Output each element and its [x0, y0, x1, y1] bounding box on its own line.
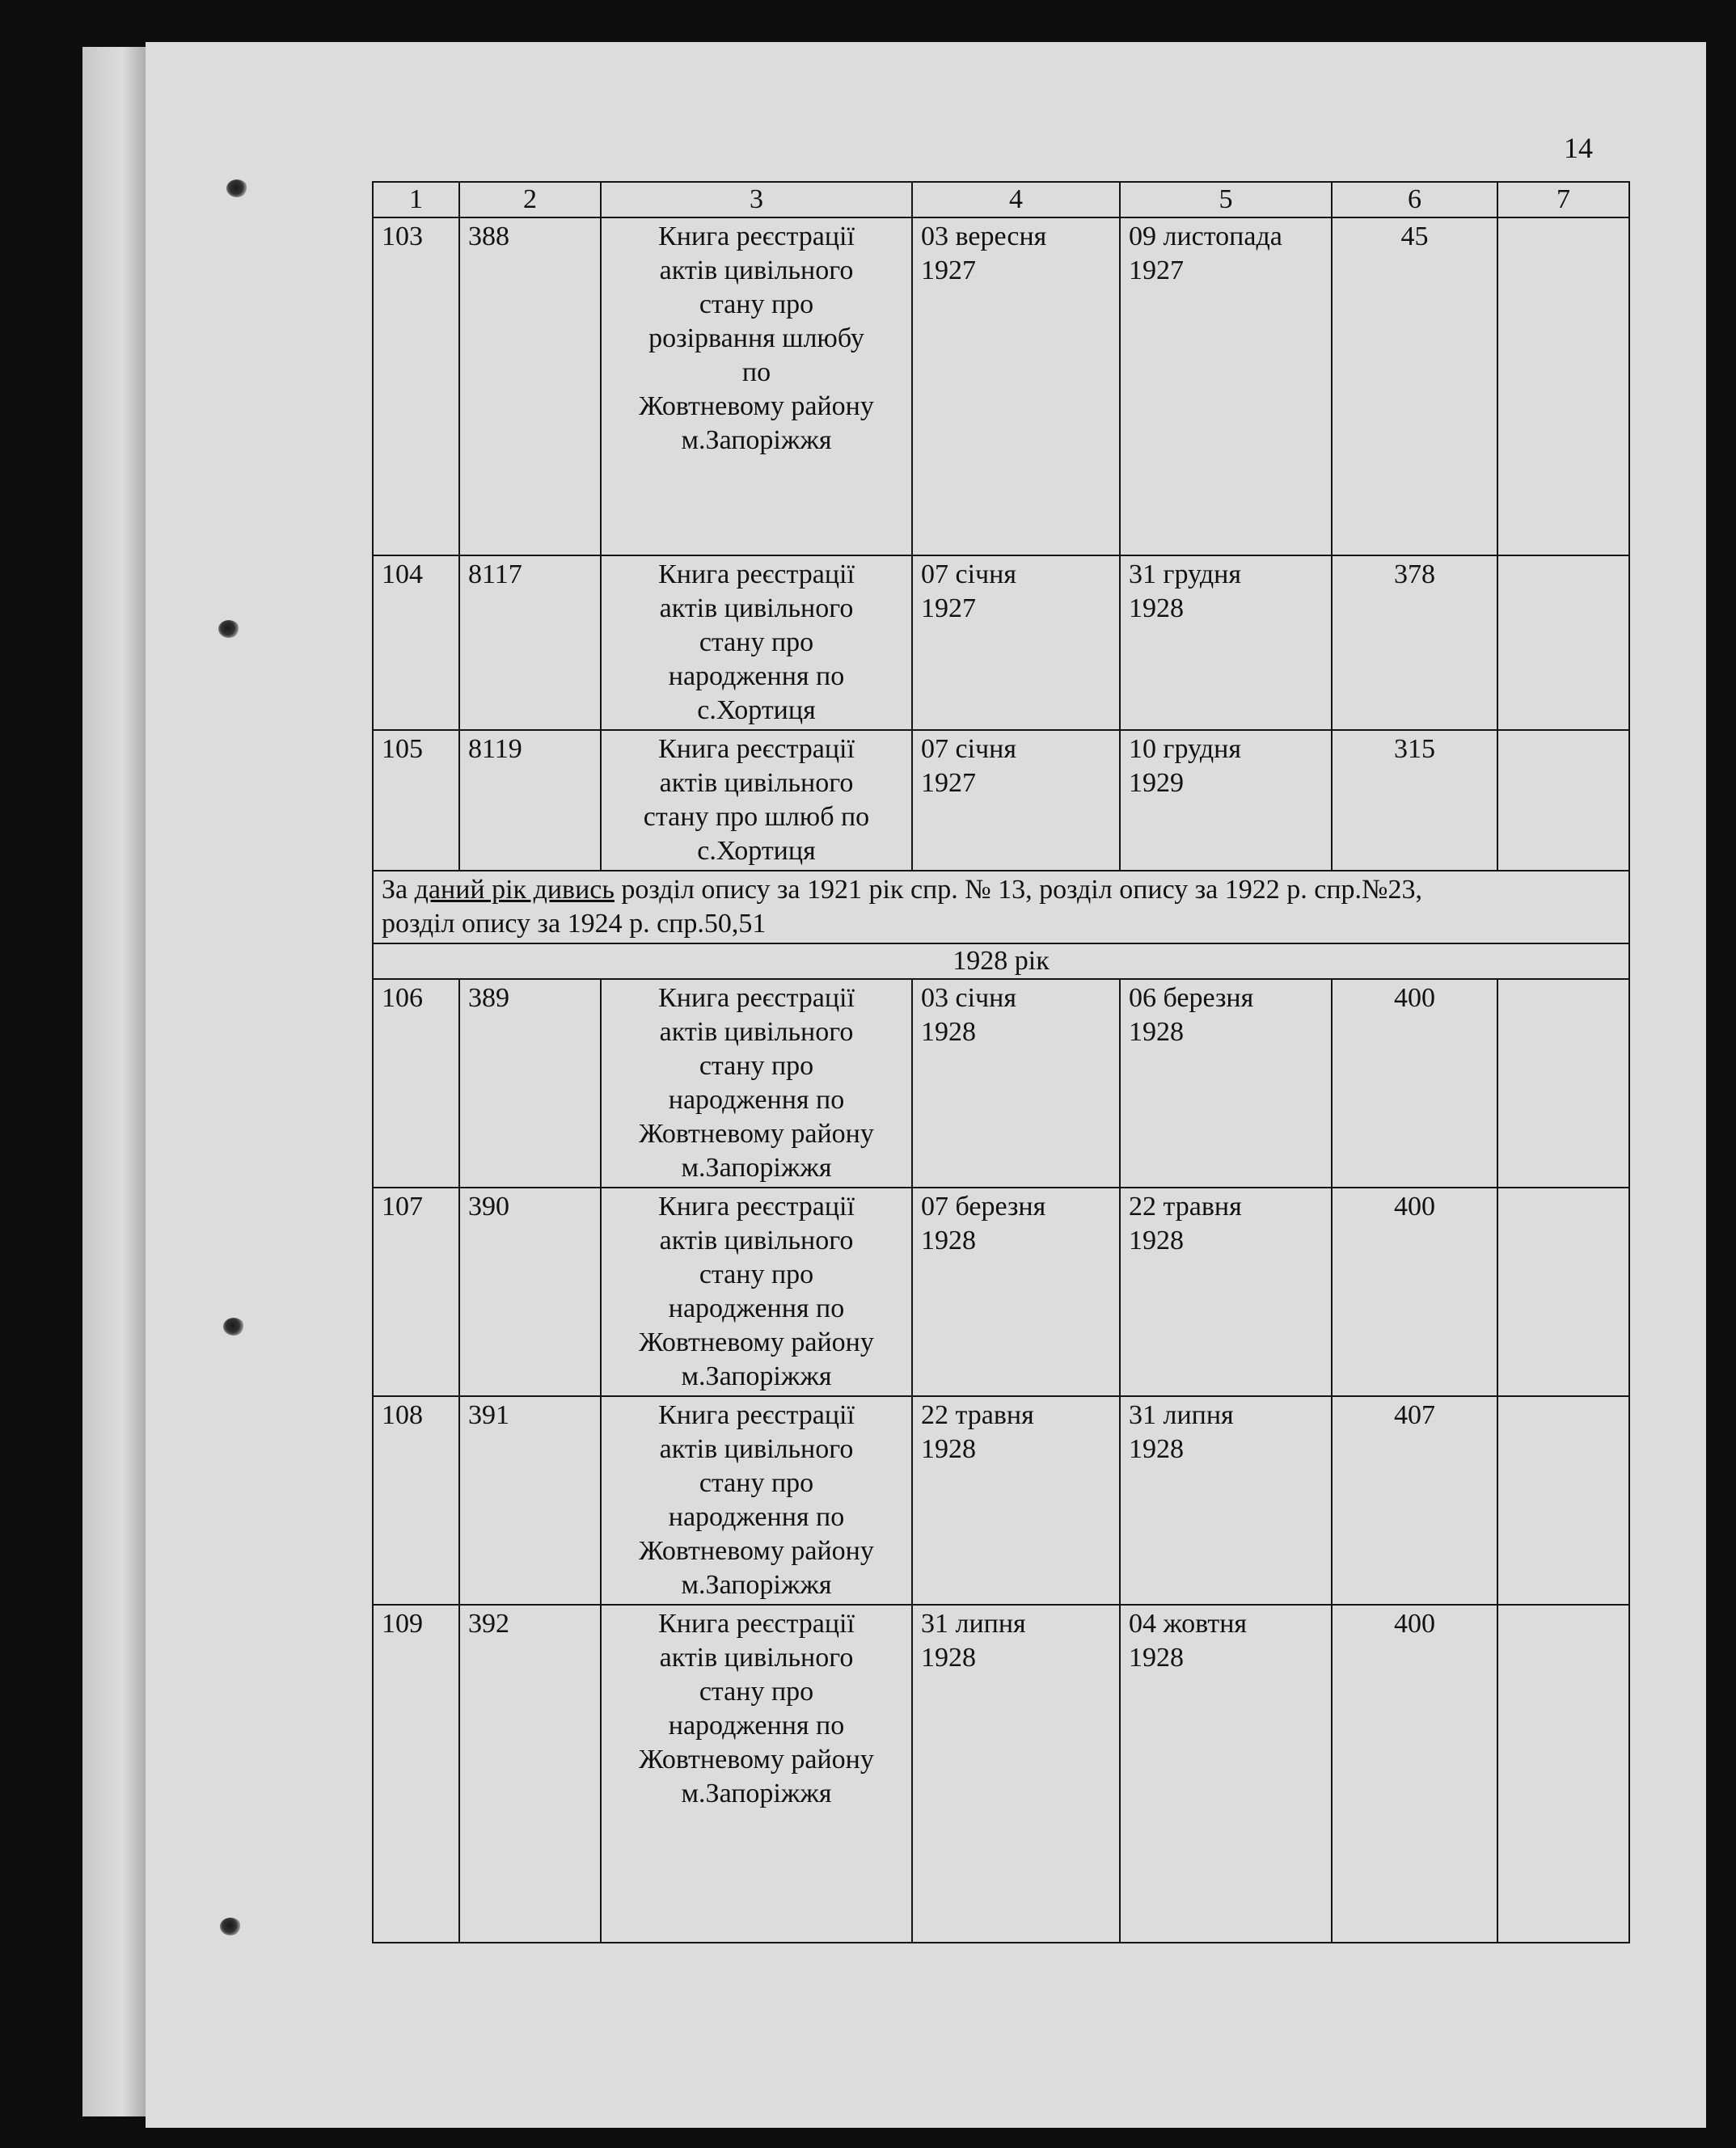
- end-date-line: 1928: [1129, 1226, 1184, 1255]
- end-date-line: 10 грудня: [1129, 734, 1241, 764]
- case-title-line: м.Запоріжжя: [681, 1153, 832, 1183]
- case-title-line: стану про: [699, 1260, 814, 1289]
- end-date-line: 31 грудня: [1129, 559, 1241, 589]
- note-text: розділ опису за 1921 рік спр. № 13, розділ опису за 1922 р. спр.№23,: [614, 875, 1422, 905]
- start-date: [912, 555, 1120, 730]
- case-title-line: стану про: [699, 289, 814, 319]
- start-date-line: 03 січня: [921, 983, 1016, 1013]
- start-date: [912, 1605, 1120, 1943]
- note-prefix: За: [382, 875, 408, 905]
- end-date: [1120, 1396, 1332, 1605]
- note-text-line-2: розділ опису за 1924 р. спр.50,51: [382, 909, 767, 939]
- start-date-line: 1927: [921, 593, 976, 623]
- case-number: 8117: [459, 555, 601, 730]
- case-title-line: Книга реєстрації: [658, 1192, 855, 1222]
- case-title: [601, 730, 912, 871]
- remarks: [1497, 217, 1629, 555]
- end-date-line: 06 березня: [1129, 983, 1254, 1013]
- case-title-line: Книга реєстрації: [658, 983, 855, 1013]
- note-section: [373, 871, 1629, 979]
- page-number: 14: [1564, 132, 1593, 164]
- start-date-line: 22 травня: [921, 1400, 1034, 1430]
- case-title-line: Жовтневому району: [639, 391, 874, 421]
- case-title: [601, 979, 912, 1188]
- end-date: [1120, 1605, 1332, 1943]
- start-date: [912, 1396, 1120, 1605]
- remarks: [1497, 1396, 1629, 1605]
- case-title-line: народження по: [668, 1711, 845, 1741]
- case-title-line: стану про: [699, 1468, 814, 1498]
- column-number-7: 7: [1497, 182, 1629, 217]
- remarks: [1497, 1605, 1629, 1943]
- case-number: 390: [459, 1188, 601, 1396]
- table-row: [373, 1396, 1629, 1605]
- end-date-line: 09 листопада: [1129, 222, 1282, 251]
- item-number: 107: [373, 1188, 459, 1396]
- end-date-line: 1929: [1129, 768, 1184, 798]
- end-date-line: 31 липня: [1129, 1400, 1234, 1430]
- case-title-line: м.Запоріжжя: [681, 1779, 832, 1808]
- start-date-line: 1927: [921, 768, 976, 798]
- remarks: [1497, 1188, 1629, 1396]
- column-number-4: 4: [912, 182, 1120, 217]
- case-title: [601, 1605, 912, 1943]
- case-title-line: народження по: [668, 661, 845, 691]
- case-title-line: с.Хортиця: [697, 695, 816, 725]
- note-row: [373, 871, 1629, 943]
- case-title-line: стану про: [699, 627, 814, 657]
- start-date-line: 1927: [921, 255, 976, 285]
- case-number: 388: [459, 217, 601, 555]
- start-date: [912, 1188, 1120, 1396]
- end-date: [1120, 217, 1332, 555]
- binder-hole-mark: [220, 1918, 241, 1935]
- sheet-count: 45: [1332, 217, 1497, 555]
- end-date-line: 1928: [1129, 593, 1184, 623]
- case-title-line: актів цивільного: [659, 255, 854, 285]
- case-title-line: актів цивільного: [659, 593, 854, 623]
- case-title-line: Жовтневому району: [639, 1536, 874, 1566]
- start-date-line: 1928: [921, 1643, 976, 1673]
- item-number: 106: [373, 979, 459, 1188]
- start-date: [912, 217, 1120, 555]
- binder-hole-mark: [226, 179, 247, 197]
- case-title-line: м.Запоріжжя: [681, 1570, 832, 1600]
- column-number-6: 6: [1332, 182, 1497, 217]
- remarks: [1497, 555, 1629, 730]
- table-row: [373, 730, 1629, 871]
- case-title-line: Книга реєстрації: [658, 1609, 855, 1639]
- underlying-sheet-edge: [82, 47, 155, 2116]
- case-title-line: Книга реєстрації: [658, 1400, 855, 1430]
- start-date-line: 03 вересня: [921, 222, 1047, 251]
- sheet-count: 315: [1332, 730, 1497, 871]
- binder-hole-mark: [218, 620, 239, 638]
- remarks: [1497, 730, 1629, 871]
- sheet-count: 407: [1332, 1396, 1497, 1605]
- table-header: [373, 182, 1629, 217]
- case-title-line: Книга реєстрації: [658, 734, 855, 764]
- column-number-1: 1: [373, 182, 459, 217]
- case-title-line: актів цивільного: [659, 768, 854, 798]
- start-date-line: 1928: [921, 1017, 976, 1047]
- sheet-count: 400: [1332, 979, 1497, 1188]
- end-date-line: 22 травня: [1129, 1192, 1242, 1222]
- case-number: 391: [459, 1396, 601, 1605]
- item-number: 105: [373, 730, 459, 871]
- item-number: 103: [373, 217, 459, 555]
- start-date-line: 1928: [921, 1226, 976, 1255]
- remarks: [1497, 979, 1629, 1188]
- case-title: [601, 555, 912, 730]
- rows-1927: [373, 217, 1629, 871]
- case-title-line: народження по: [668, 1085, 845, 1115]
- end-date: [1120, 1188, 1332, 1396]
- year-heading-row: [373, 943, 1629, 979]
- sheet-count: 400: [1332, 1605, 1497, 1943]
- case-title-line: актів цивільного: [659, 1434, 854, 1464]
- start-date: [912, 979, 1120, 1188]
- end-date: [1120, 979, 1332, 1188]
- inventory-table: [372, 181, 1630, 1943]
- start-date-line: 07 березня: [921, 1192, 1046, 1222]
- start-date-line: 31 липня: [921, 1609, 1026, 1639]
- case-title-line: народження по: [668, 1502, 845, 1532]
- case-title-line: народження по: [668, 1293, 845, 1323]
- item-number: 104: [373, 555, 459, 730]
- start-date: [912, 730, 1120, 871]
- see-also-note: [373, 871, 1629, 943]
- case-title-line: Жовтневому району: [639, 1745, 874, 1775]
- column-number-2: 2: [459, 182, 601, 217]
- case-title-line: актів цивільного: [659, 1226, 854, 1255]
- case-title-line: Книга реєстрації: [658, 559, 855, 589]
- case-title: [601, 1188, 912, 1396]
- rows-1928: [373, 979, 1629, 1943]
- item-number: 109: [373, 1605, 459, 1943]
- case-title-line: стану про шлюб по: [643, 802, 870, 832]
- case-title-line: стану про: [699, 1051, 814, 1081]
- end-date-line: 1928: [1129, 1643, 1184, 1673]
- end-date: [1120, 730, 1332, 871]
- start-date-line: 07 січня: [921, 559, 1016, 589]
- case-title: [601, 217, 912, 555]
- binder-hole-mark: [223, 1318, 244, 1336]
- case-number: 392: [459, 1605, 601, 1943]
- sheet-count: 378: [1332, 555, 1497, 730]
- end-date-line: 1927: [1129, 255, 1184, 285]
- case-title-line: розірвання шлюбу: [648, 323, 864, 353]
- column-numbers-row: [373, 182, 1629, 217]
- end-date: [1120, 555, 1332, 730]
- table-row: [373, 555, 1629, 730]
- end-date-line: 1928: [1129, 1434, 1184, 1464]
- year-heading: 1928 рік: [373, 943, 1629, 979]
- table-row: [373, 217, 1629, 555]
- note-underlined-text: даний рік дивись: [414, 875, 615, 905]
- case-title-line: по: [741, 357, 771, 387]
- start-date-line: 1928: [921, 1434, 976, 1464]
- item-number: 108: [373, 1396, 459, 1605]
- case-title-line: Жовтневому району: [639, 1119, 874, 1149]
- case-title-line: Жовтневому району: [639, 1327, 874, 1357]
- end-date-line: 04 жовтня: [1129, 1609, 1248, 1639]
- case-number: 389: [459, 979, 601, 1188]
- table-row: [373, 1605, 1629, 1943]
- start-date-line: 07 січня: [921, 734, 1016, 764]
- case-title-line: м.Запоріжжя: [681, 425, 832, 455]
- case-title-line: стану про: [699, 1677, 814, 1707]
- column-number-5: 5: [1120, 182, 1332, 217]
- table-row: [373, 979, 1629, 1188]
- column-number-3: 3: [601, 182, 912, 217]
- end-date-line: 1928: [1129, 1017, 1184, 1047]
- case-number: 8119: [459, 730, 601, 871]
- case-title-line: м.Запоріжжя: [681, 1361, 832, 1391]
- case-title: [601, 1396, 912, 1605]
- case-title-line: актів цивільного: [659, 1643, 854, 1673]
- case-title-line: актів цивільного: [659, 1017, 854, 1047]
- case-title-line: с.Хортиця: [697, 836, 816, 866]
- case-title-line: Книга реєстрації: [658, 222, 855, 251]
- sheet-count: 400: [1332, 1188, 1497, 1396]
- table-row: [373, 1188, 1629, 1396]
